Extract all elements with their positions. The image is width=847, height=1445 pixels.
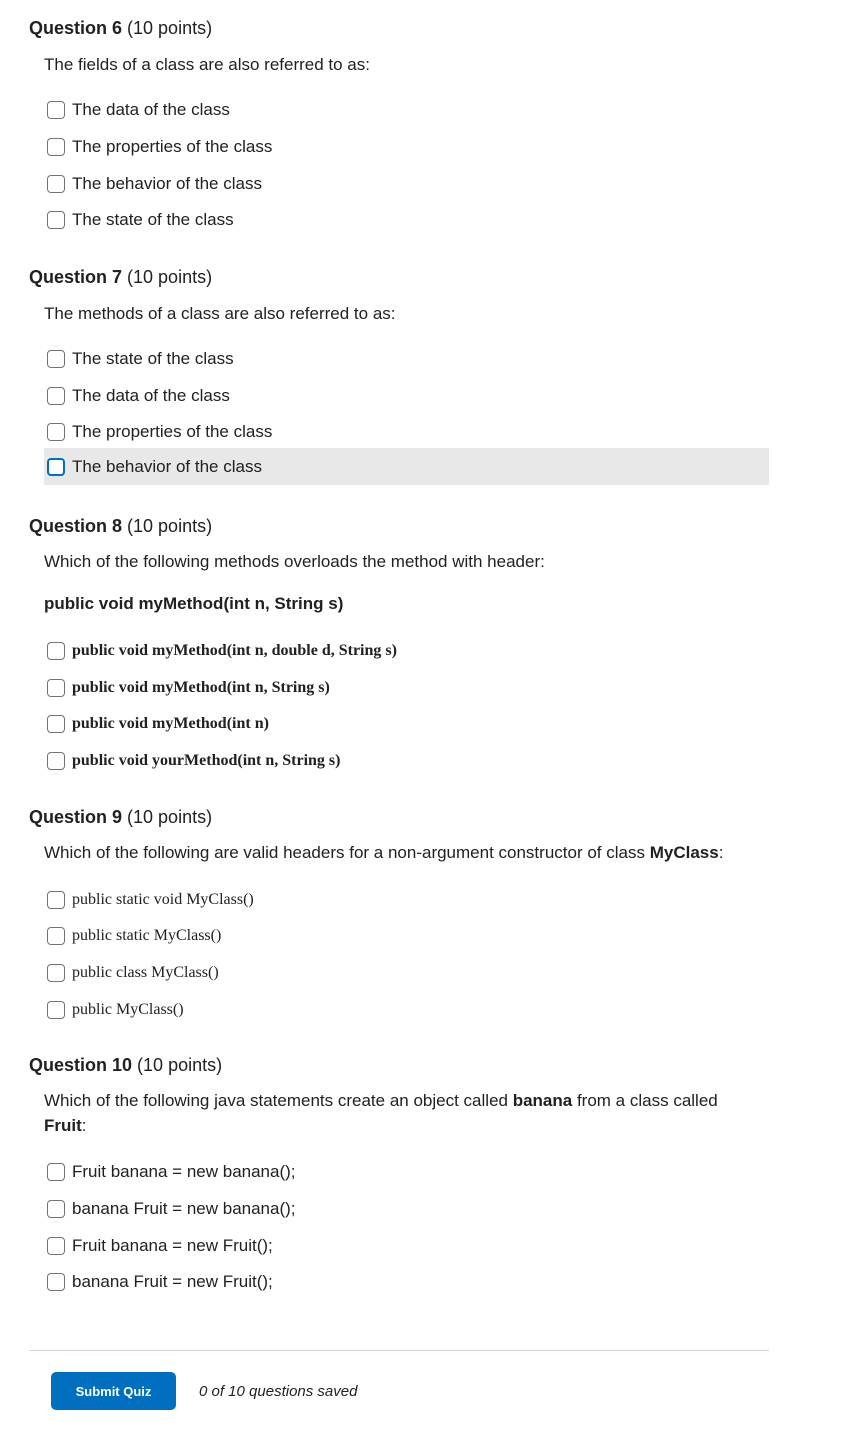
checkbox[interactable] (47, 211, 65, 229)
question-9-option-2[interactable] (44, 918, 769, 954)
checkbox[interactable] (47, 642, 65, 660)
option-label: public class MyClass() (72, 964, 219, 981)
checkbox[interactable] (47, 458, 65, 476)
checkbox[interactable] (47, 715, 65, 733)
question-text-bold: MyClass (649, 843, 719, 862)
checkbox[interactable] (47, 423, 65, 441)
question-10-option-4[interactable] (44, 1264, 769, 1300)
question-text-part: Which of the following are valid headers for a non-argument constructor of class (44, 843, 650, 862)
checkbox[interactable] (47, 138, 65, 156)
checkbox[interactable] (47, 1001, 65, 1019)
question-7-option-3[interactable] (44, 414, 769, 450)
question-6-option-2[interactable] (44, 129, 769, 165)
option-label: public void myMethod(int n, double d, String s) (72, 642, 397, 659)
option-label: public void myMethod(int n, String s) (72, 679, 330, 696)
question-8-text: Which of the following methods overloads the method with header: (44, 552, 545, 571)
option-label: The state of the class (72, 210, 234, 229)
question-7-option-4[interactable] (44, 448, 769, 485)
question-points: (10 points) (127, 807, 213, 827)
question-number: Question 9 (29, 807, 123, 827)
question-7-option-1[interactable] (44, 341, 769, 377)
option-label: The data of the class (72, 386, 230, 405)
question-6-option-3[interactable] (44, 166, 769, 202)
question-8-option-2[interactable] (44, 670, 769, 706)
checkbox[interactable] (47, 175, 65, 193)
checkbox[interactable] (47, 1273, 65, 1291)
question-6-text: The fields of a class are also referred to as: (44, 55, 370, 74)
question-8-option-4[interactable] (44, 743, 769, 779)
option-label: Fruit banana = new banana(); (72, 1162, 296, 1181)
question-6-option-1[interactable] (44, 92, 769, 128)
checkbox[interactable] (47, 101, 65, 119)
question-text-bold: banana (512, 1091, 573, 1110)
question-9-option-1[interactable] (44, 882, 769, 918)
question-points: (10 points) (127, 516, 213, 536)
option-label: public static void MyClass() (72, 891, 254, 908)
question-number: Question 7 (29, 267, 123, 287)
option-label: The behavior of the class (72, 456, 262, 476)
option-label: The state of the class (72, 349, 234, 368)
question-number: Question 10 (29, 1055, 133, 1075)
option-label: Fruit banana = new Fruit(); (72, 1236, 273, 1255)
checkbox[interactable] (47, 752, 65, 770)
checkbox[interactable] (47, 964, 65, 982)
checkbox[interactable] (47, 1163, 65, 1181)
option-label: banana Fruit = new Fruit(); (72, 1272, 273, 1291)
checkbox[interactable] (47, 1200, 65, 1218)
question-points: (10 points) (137, 1055, 223, 1075)
option-label: public void yourMethod(int n, String s) (72, 752, 341, 769)
option-label: The properties of the class (72, 422, 273, 441)
question-text-bold: Fruit (44, 1116, 82, 1135)
checkbox[interactable] (47, 891, 65, 909)
question-text-part: Which of the following java statements create an object called (44, 1091, 513, 1110)
option-label: public void myMethod(int n) (72, 715, 269, 732)
question-text-part: from a class called (572, 1091, 718, 1110)
question-8-option-3[interactable] (44, 706, 769, 742)
question-number: Question 6 (29, 18, 123, 38)
option-label: public MyClass() (72, 1001, 184, 1018)
checkbox[interactable] (47, 679, 65, 697)
question-7-text: The methods of a class are also referred to as: (44, 304, 396, 323)
question-points: (10 points) (127, 267, 213, 287)
question-10-heading (29, 1054, 222, 1076)
question-10-text (44, 1088, 744, 1138)
question-8-option-1[interactable] (44, 633, 769, 669)
question-8-method-header: public void myMethod(int n, String s) (44, 594, 344, 613)
question-8-heading (29, 515, 212, 537)
question-text-part: : (718, 843, 724, 862)
question-9-text (44, 840, 754, 865)
checkbox[interactable] (47, 1237, 65, 1255)
question-number: Question 8 (29, 516, 123, 536)
question-10-option-1[interactable] (44, 1154, 769, 1190)
question-9-option-4[interactable] (44, 992, 769, 1028)
checkbox[interactable] (47, 927, 65, 945)
option-label: The properties of the class (72, 137, 273, 156)
question-9-heading (29, 806, 212, 828)
checkbox[interactable] (47, 350, 65, 368)
question-10-option-3[interactable] (44, 1228, 769, 1264)
option-label: public static MyClass() (72, 927, 222, 944)
question-7-option-2[interactable] (44, 378, 769, 414)
question-7-heading (29, 266, 212, 288)
question-6-heading (29, 17, 212, 39)
submit-quiz-button[interactable]: Submit Quiz (51, 1372, 176, 1410)
question-points: (10 points) (127, 18, 213, 38)
checkbox[interactable] (47, 387, 65, 405)
question-9-option-3[interactable] (44, 955, 769, 991)
question-10-option-2[interactable] (44, 1191, 769, 1227)
option-label: The behavior of the class (72, 174, 262, 193)
question-text-part: : (81, 1116, 87, 1135)
footer-divider (29, 1350, 769, 1351)
save-status-text: 0 of 10 questions saved (199, 1383, 358, 1400)
question-6-option-4[interactable] (44, 202, 769, 238)
option-label: banana Fruit = new banana(); (72, 1199, 296, 1218)
option-label: The data of the class (72, 100, 230, 119)
